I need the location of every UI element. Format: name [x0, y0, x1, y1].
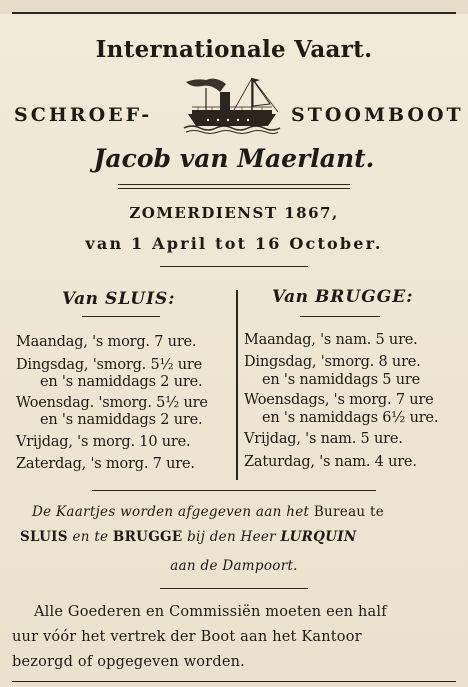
brugge-line: Woensdags, 's morg. 7 ure — [244, 392, 434, 408]
notice-text: De Kaartjes worden afgegeven aan het — [32, 504, 310, 520]
notice-text: en te — [72, 529, 109, 545]
period-line: van 1 April tot 16 October. — [85, 234, 383, 253]
footer-line-2: uur vóór het vertrek der Boot aan het Kantoor — [12, 629, 362, 645]
column-divider — [236, 290, 238, 480]
schedule-bottom-rule — [92, 490, 376, 491]
heading-double-rule — [118, 184, 350, 189]
top-rule — [12, 12, 456, 14]
brugge-line: Zaturdag, 's nam. 4 ure. — [244, 454, 417, 470]
brugge-line: Vrijdag, 's nam. 5 ure. — [244, 431, 403, 447]
notice-line-2 — [20, 531, 357, 545]
steamship-icon — [182, 74, 282, 136]
brugge-line: Dingsdag, 'smorg. 8 ure. — [244, 354, 421, 370]
brugge-line: en 's namiddags 5 ure — [262, 372, 420, 388]
col-head-brugge-place: BRUGGE: — [314, 287, 414, 307]
col-head-brugge — [272, 289, 414, 306]
sluis-line: Woensdag. 'smorg. 5½ ure — [16, 395, 208, 411]
sluis-line: en 's namiddags 2 ure. — [40, 374, 203, 390]
notice-line-3: aan de Dampoort. — [170, 558, 298, 574]
sluis-line: en 's namiddags 2 ure. — [40, 412, 203, 428]
bottom-rule — [12, 681, 456, 682]
sluis-line: Dingsdag, 'smorg. 5½ ure — [16, 357, 203, 373]
ad-title: Internationale Vaart. — [95, 36, 373, 63]
notice-bottom-rule — [160, 588, 308, 589]
schroef-word: SCHROEF- — [14, 104, 153, 126]
season-line: ZOMERDIENST 1867, — [129, 204, 339, 222]
stoomboot-word: STOOMBOOT — [291, 104, 464, 126]
notice-agent-name: LURQUIN — [280, 529, 357, 545]
notice-place-brugge: BRUGGE — [112, 529, 183, 545]
ship-name: Jacob van Maerlant. — [93, 144, 375, 173]
col-head-sluis-place: SLUIS: — [104, 289, 176, 309]
notice-text: bij den Heer — [187, 529, 276, 545]
period-rule — [160, 266, 308, 267]
notice-line-1 — [32, 506, 384, 520]
brugge-line: en 's namiddags 6½ ure. — [262, 410, 439, 426]
notice-text: Bureau te — [313, 504, 385, 520]
footer-line-3: bezorgd of opgegeven worden. — [12, 654, 245, 670]
col-head-rule-right — [300, 316, 380, 317]
sluis-line: Maandag, 's morg. 7 ure. — [16, 334, 197, 350]
notice-place-sluis: SLUIS — [20, 529, 68, 545]
col-head-brugge-prefix: Van — [272, 287, 309, 307]
brugge-line: Maandag, 's nam. 5 ure. — [244, 332, 418, 348]
sluis-line: Zaterdag, 's morg. 7 ure. — [16, 456, 195, 472]
col-head-rule-left — [82, 316, 160, 317]
col-head-sluis — [62, 291, 176, 308]
footer-line-1: Alle Goederen en Commissiën moeten een half — [34, 604, 387, 620]
sluis-line: Vrijdag, 's morg. 10 ure. — [16, 434, 191, 450]
col-head-sluis-prefix: Van — [62, 289, 99, 309]
